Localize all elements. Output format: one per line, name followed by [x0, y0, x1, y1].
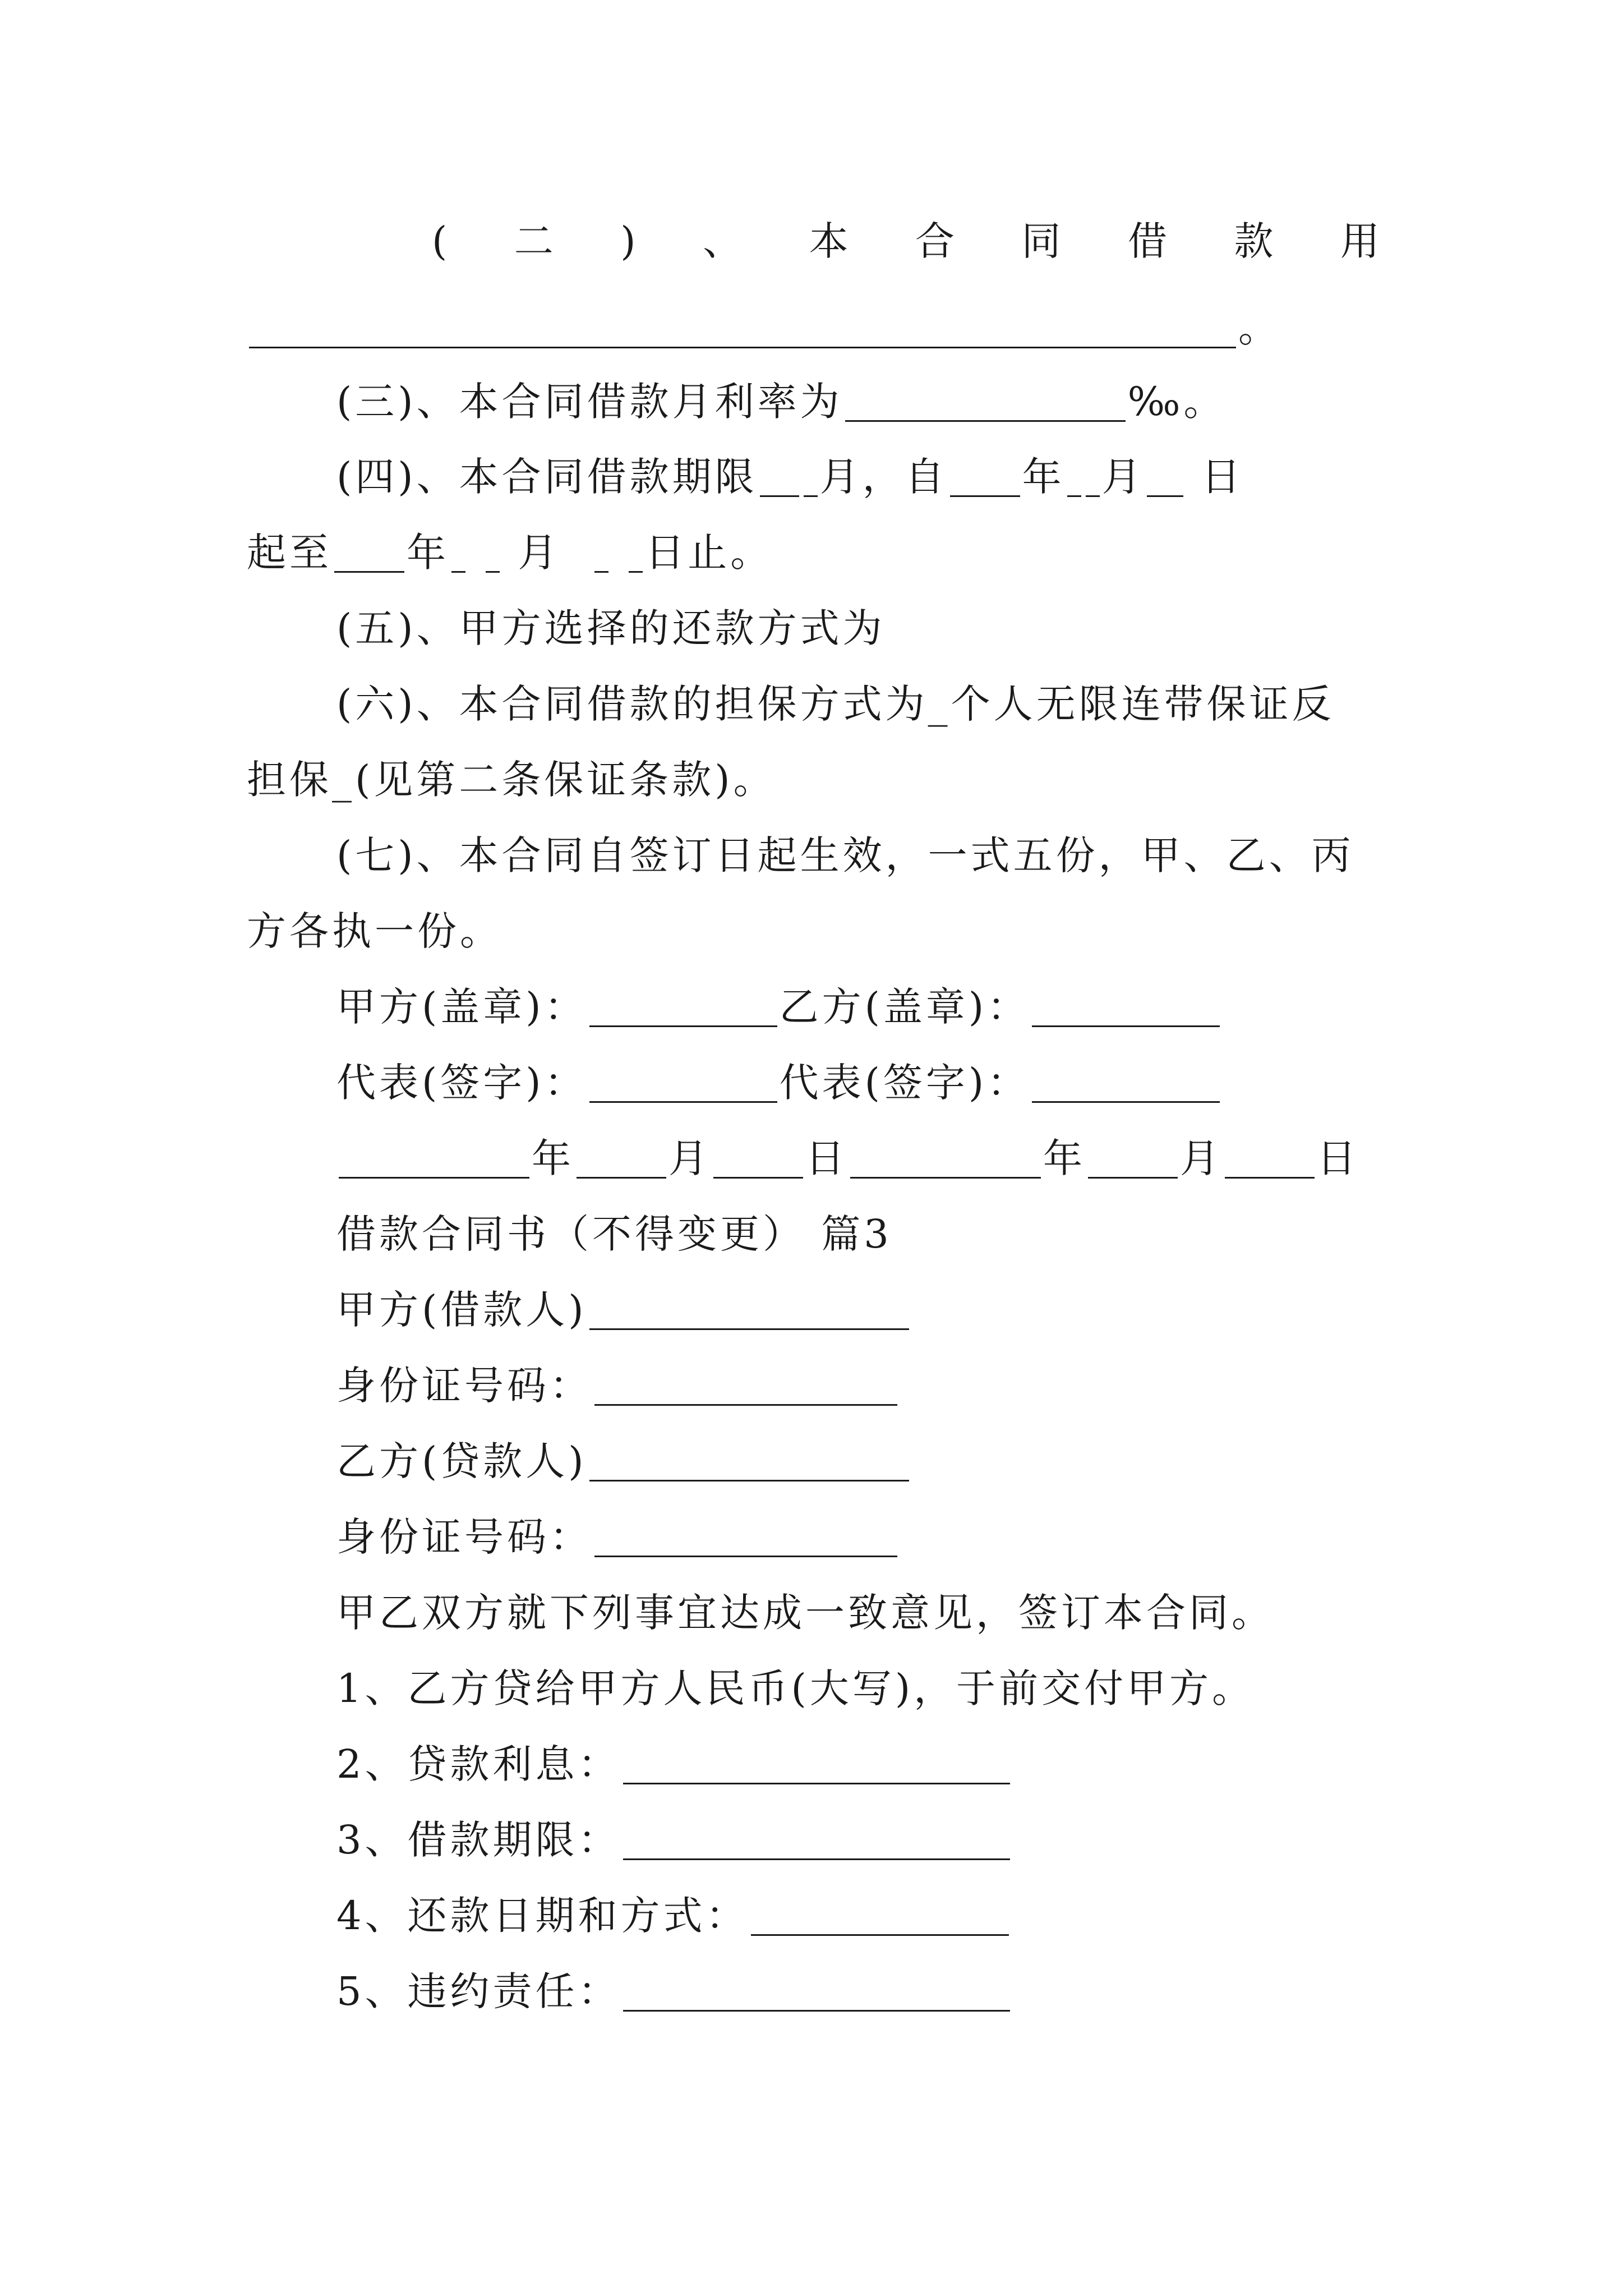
item-2	[336, 1731, 1391, 1798]
clause-2-char: 款	[1234, 218, 1274, 264]
item-5	[336, 1958, 1391, 2025]
year-label: 年	[1043, 1135, 1086, 1181]
start-day-blank[interactable]	[1147, 456, 1183, 497]
term-blank-b[interactable]	[804, 456, 818, 497]
section-title: 借款合同书（不得变更） 篇3	[336, 1211, 892, 1257]
date-b-year-blank[interactable]	[850, 1138, 1041, 1179]
date-a-year-blank[interactable]	[339, 1138, 529, 1179]
date-a-day-blank[interactable]	[713, 1138, 803, 1179]
date-a-month-blank[interactable]	[577, 1138, 666, 1179]
borrower-line	[336, 1276, 1391, 1343]
liability-blank[interactable]	[623, 1971, 1010, 2012]
borrower-id-line	[336, 1352, 1391, 1419]
item-3-label: 3、借款期限：	[336, 1817, 621, 1863]
date-line	[336, 1125, 1391, 1192]
clause-2-line2	[247, 295, 1391, 362]
term-blank-a[interactable]	[760, 456, 799, 497]
end-month-blank-b[interactable]	[486, 532, 500, 573]
clause-7-line1: (七)、本合同自签订日起生效，一式五份，甲、乙、丙	[336, 832, 1354, 878]
clause-6-line1: (六)、本合同借款的担保方式为_个人无限连带保证反	[336, 681, 1335, 727]
day-label: 日	[805, 1135, 848, 1181]
loan-term-blank[interactable]	[623, 1819, 1010, 1860]
party-b-seal-blank[interactable]	[1032, 986, 1220, 1027]
clause-4-text: 年	[407, 530, 449, 576]
clause-2-char: 合	[915, 218, 955, 264]
clause-2-char: 二	[514, 218, 554, 264]
clause-4-text: 起至	[247, 530, 332, 576]
repayment-blank[interactable]	[751, 1895, 1009, 1936]
borrower-id-blank[interactable]	[594, 1365, 897, 1406]
clause-4-text: 月，自	[819, 454, 948, 500]
clause-4-text: (四)、本合同借款期限	[336, 454, 758, 500]
clause-3-suffix: ‰。	[1127, 379, 1227, 425]
lender-id-blank[interactable]	[594, 1516, 897, 1557]
lender-id-label: 身份证号码：	[336, 1514, 592, 1560]
interest-rate-blank[interactable]	[845, 381, 1126, 422]
rep-a-blank[interactable]	[589, 1062, 777, 1103]
clause-2-char: 、	[703, 218, 743, 264]
interest-blank[interactable]	[623, 1743, 1010, 1784]
party-a-seal-label: 甲方(盖章)：	[336, 984, 587, 1030]
seal-line	[336, 973, 1391, 1041]
clause-2-end: 。	[1238, 305, 1281, 351]
clause-3-text: (三)、本合同借款月利率为	[336, 379, 843, 425]
day-label: 日	[1317, 1135, 1359, 1181]
clause-7-line2: 方各执一份。	[247, 908, 502, 954]
purpose-blank[interactable]	[249, 307, 1236, 348]
rep-b-label: 代表(签字)：	[779, 1060, 1030, 1106]
end-month-blank-a[interactable]	[451, 532, 465, 573]
lender-line	[336, 1428, 1391, 1495]
clause-2-char: 借	[1128, 218, 1168, 264]
clause-2-char: 本	[809, 218, 849, 264]
lender-label: 乙方(贷款人)	[336, 1438, 587, 1484]
start-month-blank-a[interactable]	[1067, 456, 1081, 497]
clause-5: (五)、甲方选择的还款方式为	[336, 605, 886, 651]
month-label: 月	[668, 1135, 711, 1181]
item-4	[336, 1882, 1391, 1949]
item-3	[336, 1806, 1391, 1874]
date-b-day-blank[interactable]	[1225, 1138, 1315, 1179]
end-year-blank[interactable]	[334, 532, 404, 573]
rep-b-blank[interactable]	[1032, 1062, 1220, 1103]
date-b-month-blank[interactable]	[1088, 1138, 1178, 1179]
clause-2-char: (	[432, 218, 448, 264]
clause-2-line1	[432, 208, 1380, 275]
month-label: 月	[1180, 1135, 1223, 1181]
borrower-label: 甲方(借款人)	[336, 1287, 587, 1333]
rep-a-label: 代表(签字)：	[336, 1060, 587, 1106]
item-5-label: 5、违约责任：	[336, 1968, 621, 2014]
clause-4-text: 月	[1101, 454, 1145, 500]
clause-4-text: 月	[518, 530, 561, 576]
clause-4-text: 年	[1022, 454, 1065, 500]
item-1: 1、乙方贷给甲方人民币(大写)，于前交付甲方。	[336, 1665, 1255, 1711]
item-4-label: 4、还款日期和方式：	[336, 1893, 749, 1939]
lender-id-line	[336, 1503, 1391, 1571]
start-month-blank-b[interactable]	[1086, 456, 1100, 497]
lender-blank[interactable]	[589, 1441, 909, 1481]
clause-6-line2: 担保_(见第二条保证条款)。	[247, 757, 776, 803]
clause-4-text: 日止。	[645, 530, 773, 576]
agreement-text: 甲乙双方就下列事宜达成一致意见，签订本合同。	[336, 1590, 1274, 1636]
clause-2-char: 用	[1340, 218, 1380, 264]
clause-2-char: )	[620, 218, 636, 264]
clause-4-line1	[336, 443, 1391, 510]
party-a-seal-blank[interactable]	[589, 986, 777, 1027]
clause-4-text: 日	[1201, 454, 1244, 500]
year-label: 年	[532, 1135, 574, 1181]
end-day-blank-a[interactable]	[594, 532, 608, 573]
representative-line	[336, 1049, 1391, 1116]
start-year-blank[interactable]	[950, 456, 1020, 497]
borrower-id-label: 身份证号码：	[336, 1363, 592, 1409]
clause-2-char: 同	[1021, 218, 1061, 264]
clause-3	[336, 368, 1391, 435]
clause-4-line2	[247, 519, 1391, 586]
party-b-seal-label: 乙方(盖章)：	[779, 984, 1030, 1030]
borrower-blank[interactable]	[589, 1289, 909, 1330]
end-day-blank-b[interactable]	[629, 532, 643, 573]
item-2-label: 2、贷款利息：	[336, 1741, 621, 1787]
